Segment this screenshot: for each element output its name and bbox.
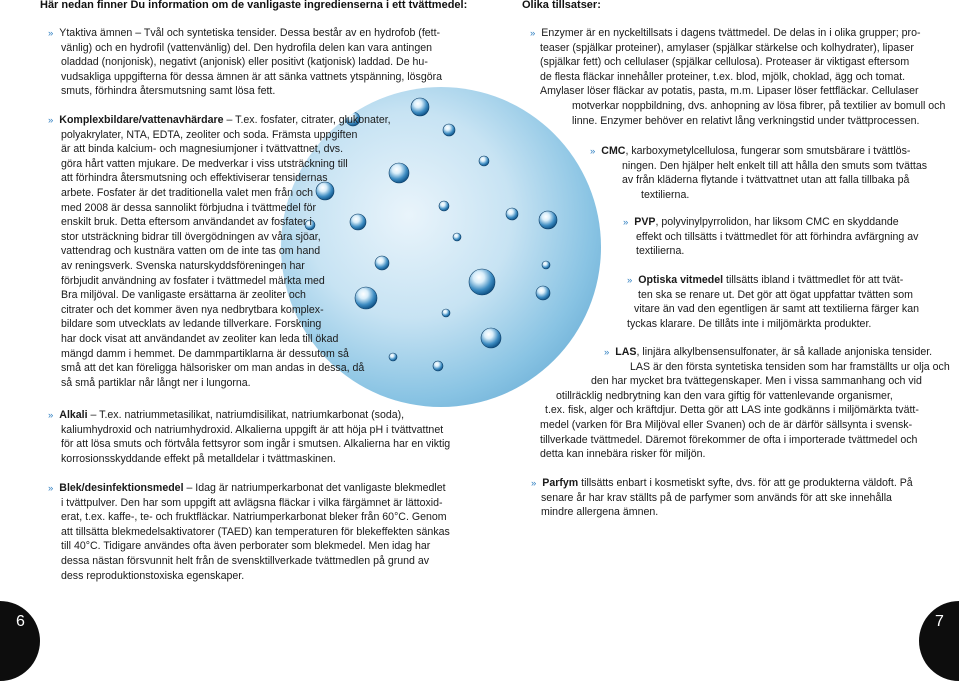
text-line <box>627 317 871 332</box>
text-line <box>61 423 443 438</box>
text-line <box>61 157 348 172</box>
text-line <box>61 554 429 569</box>
text-line <box>622 159 927 174</box>
term-label: Optiska vitmedel <box>638 274 724 286</box>
line-text: de flesta fläckar innehåller proteiner, t.ex. blod, mjölk, choklad, ägg och tomat. <box>540 70 906 83</box>
line-text: bildare som utvecklats av ledande tillverkare. Forskning <box>61 318 322 331</box>
text-line <box>604 345 932 361</box>
text-line <box>630 360 950 375</box>
text-line <box>540 55 909 70</box>
line-text: vattendrag och kustnära vatten om de inte tas om hand <box>61 245 321 258</box>
text-line <box>61 361 364 376</box>
line-text: arbete. Fosfater är det traditionella valet men från och <box>61 187 314 199</box>
bullet-icon: » <box>627 275 633 286</box>
line-text: är att binda kalcium- och magnesiumjoner i tvättvattnet, dvs. <box>61 143 344 156</box>
line-text: mindre allergena ämnen. <box>541 506 659 519</box>
line-text: tillsätts ibland i tvättmedlet för att tvät- <box>723 274 904 286</box>
line-text: citrater och det kommer även nya nedbrytbara komplex- <box>61 303 324 316</box>
text-line <box>48 26 440 42</box>
header-right: Olika tillsatser: <box>522 0 601 11</box>
text-line <box>636 230 918 245</box>
text-line <box>61 84 275 99</box>
term-label: Blek/desinfektionsmedel <box>59 482 184 494</box>
text-line <box>540 447 705 462</box>
line-text: av från kläderna flytande i tvättvattnet utan att falla tillbaka på <box>622 174 910 187</box>
text-line <box>61 201 316 216</box>
line-text: ten ska se renare ut. Det gör att ögat uppfattar tvätten som <box>638 288 914 301</box>
text-line <box>531 476 913 492</box>
text-line <box>61 259 305 274</box>
page-number-right <box>919 601 959 681</box>
term-label: Komplexbildare/vattenavhärdare <box>59 114 224 126</box>
line-text: så små partiklar når långt ner i lungorna. <box>61 376 251 389</box>
text-line <box>540 70 905 85</box>
line-text: till 40°C. Tidigare användes ofta även perborater som blekmedel. Men idag har <box>61 540 431 553</box>
bullet-icon: » <box>623 217 629 228</box>
text-line <box>530 26 921 42</box>
line-text: textilierna. <box>641 188 690 201</box>
text-line <box>61 230 321 245</box>
line-text: vudsakliga uppgifterna för dessa ämnen är att sänka vattnets ytspänning, lösgöra <box>61 70 443 83</box>
term-label: CMC <box>601 145 626 157</box>
line-text: linne. Enzymer behöver en relativt lång verkningstid under tvättprocessen. <box>572 114 920 127</box>
text-line <box>61 347 349 362</box>
line-text: Ytaktiva ämnen – Tvål och syntetiska tensider. Dessa består av en hydrofob (fett- <box>59 27 441 39</box>
line-text: att förhindra återsmutsning och effektiviserar tensidernas <box>61 172 328 185</box>
text-line <box>61 539 430 554</box>
text-line <box>61 332 338 347</box>
line-text: tillsätts enbart i kosmetiskt syfte, dvs. för att ge produkterna väldoft. På <box>578 477 913 489</box>
text-line <box>61 569 244 584</box>
line-text: – Idag är natriumperkarbonat det vanligaste blekmedlet <box>183 482 446 494</box>
text-line <box>61 525 450 540</box>
line-text: dess reproduktionstoxiska egenskaper. <box>61 569 245 582</box>
line-text: för att lösa smuts och förtvåla fettsyror som ingår i smutsen. Alkalierna har en viktig <box>61 438 451 451</box>
text-line <box>641 188 689 203</box>
text-line <box>636 244 684 259</box>
text-line <box>61 288 306 303</box>
text-line <box>48 408 404 424</box>
line-text: senare år har krav ställts på de parfymer som används för att ske innehålla <box>541 491 892 504</box>
bullet-icon: » <box>530 28 536 39</box>
bullet-icon: » <box>48 410 54 421</box>
line-text: textilierna. <box>636 245 685 258</box>
line-text: , linjära alkylbensensulfonater, är så kallade anjoniska tensider. <box>636 346 933 358</box>
header-left: Här nedan finner Du information om de vanligaste ingredienserna i ett tvättmedel: <box>40 0 468 11</box>
page-number-right-text: 7 <box>935 613 944 630</box>
line-text: dessa nästan försvunnit helt från de svensktillverkade tvättmedlen på grund av <box>61 555 430 567</box>
line-text: att tillsätta blekmedelsaktivatorer (TAED) kan temperaturen för blekeffekten sänkas <box>61 525 450 538</box>
line-text: vänlig) och en hydrofil (vattenvänlig) del. Den hydrofila delen kan vara antingen <box>61 41 433 54</box>
line-text: effekt och tillsätts i tvättmedlet för att förhindra avfärgning av <box>636 230 919 243</box>
line-text: har dock visat att användandet av zeoliter kan leda till ökad <box>61 333 339 345</box>
text-line <box>48 481 446 497</box>
text-line <box>61 274 325 289</box>
line-text: tyckas klarare. De tillåts inte i miljömärkta produkter. <box>627 317 872 330</box>
line-text: , karboxymetylcellulosa, fungerar som smutsbärare i tvättlös- <box>625 145 911 157</box>
line-text: små att det kan föreligga hälsorisker om man andas in dessa, då <box>61 362 365 375</box>
line-text: teaser (spjälkar proteiner), amylaser (spjälkar stärkelse och kolhydrater), lipaser <box>540 41 914 54</box>
text-line <box>61 128 357 143</box>
text-line <box>61 496 443 511</box>
line-text: tillverkade tvättmedel. Däremot förekommer de ofta i importerade tvättmedel och <box>540 433 918 446</box>
text-line <box>48 113 391 129</box>
line-text: detta kan innebära risker för miljön. <box>540 448 706 461</box>
bullet-icon: » <box>590 146 596 157</box>
text-line <box>545 403 919 418</box>
text-line <box>61 186 313 201</box>
term-label: PVP <box>634 216 656 228</box>
text-line <box>540 41 914 56</box>
page-number-left-text: 6 <box>16 613 25 630</box>
line-text: i tvättpulver. Den har som uppgift att avlägsna fläckar i vilka färgämnet är lättoxid- <box>61 496 443 509</box>
text-line <box>61 70 442 85</box>
line-text: ningen. Den hjälper helt enkelt till att hålla den smuts som tvättas <box>622 159 928 172</box>
term-label: Alkali <box>59 409 88 421</box>
text-line <box>61 510 447 525</box>
line-text: (spjälkar fett) och cellulaser (spjälkar cellulosa). Proteaser är viktigast eftersom <box>540 56 910 69</box>
line-text: – T.ex. natriummetasilikat, natriumdisilikat, natriumkarbonat (soda), <box>87 409 405 421</box>
text-line <box>61 303 324 318</box>
text-line <box>590 144 910 160</box>
text-line <box>541 491 892 506</box>
bullet-icon: » <box>48 115 54 126</box>
term-label: Parfym <box>542 477 579 489</box>
line-text: medel (varken för Bra Miljöval eller Svanen) och de är därför sällsynta i svensk- <box>540 419 913 431</box>
line-text: motverkar noppbildning, dvs. anhopning av lösa fibrer, på textilier av bomull och <box>572 100 946 112</box>
line-text: otillräcklig nedbrytning kan den vara giftig för vattenlevande organismer, <box>556 389 893 402</box>
line-text: den har mycket bra tvättegenskaper. Men i vissa sammanhang och vid <box>591 375 922 388</box>
line-text: t.ex. fisk, alger och kräftdjur. Detta gör att LAS inte godkänns i miljömärkta tvätt- <box>545 404 919 417</box>
text-line <box>556 389 893 404</box>
text-line <box>623 215 899 231</box>
text-line <box>61 171 328 186</box>
line-text: korrosionsskyddande effekt på metalldelar i tvättmaskinen. <box>61 452 336 465</box>
line-text: Enzymer är en nyckeltillsats i dagens tvättmedel. De delas in i olika grupper; pro- <box>541 27 921 39</box>
line-text: mängd damm i hemmet. De dammpartiklarna är dessutom så <box>61 347 349 360</box>
page-number-left <box>0 601 40 681</box>
text-line <box>540 418 912 433</box>
text-line <box>540 433 917 448</box>
term-label: LAS <box>615 346 637 358</box>
line-text: oladdad (nonjonisk), negativt (anjonisk) eller positivt (katjonisk) laddad. De hu- <box>61 56 428 69</box>
line-text: enskilt bruk. Detta eftersom användandet av fosfater i <box>61 216 312 229</box>
line-text: med 2008 är dessa sannolikt förbjudna i tvättmedel för <box>61 201 316 214</box>
text-line <box>61 317 321 332</box>
line-text: förbjudit användning av fosfater i tvättmedel märkta med <box>61 274 325 287</box>
text-line <box>61 41 432 56</box>
text-line <box>634 302 919 317</box>
bullet-icon: » <box>604 347 610 358</box>
line-text: LAS är den första syntetiska tensiden som har framställts ur olja och <box>630 360 950 373</box>
line-text: Amylaser löser fläckar av potatis, pasta, m.m. Lipaser löser fettfläckar. Cellulaser <box>540 85 919 98</box>
line-text: erat, t.ex. kaffe-, te- och fruktfläckar. Natriumperkarbonat bleker från 60°C. Genom <box>61 511 447 524</box>
line-text: Bra miljöval. De vanligaste ersättarna är zeoliter och <box>61 289 306 302</box>
line-text: stor utsträckning bidrar till övergödningen av våra sjöar, <box>61 230 321 243</box>
text-line <box>627 273 903 289</box>
text-line <box>61 55 428 70</box>
text-line <box>591 374 922 389</box>
text-line <box>540 84 919 99</box>
bullet-icon: » <box>531 478 537 489</box>
text-line <box>61 244 320 259</box>
text-line <box>622 173 909 188</box>
line-text: – T.ex. fosfater, citrater, glukonater, <box>223 114 391 126</box>
text-line <box>61 376 251 391</box>
text-line <box>638 288 913 303</box>
text-line <box>61 452 336 467</box>
text-line <box>541 505 658 520</box>
line-text: polyakrylater, NTA, EDTA, zeoliter och soda. Främsta uppgiften <box>61 128 358 141</box>
text-line <box>61 142 343 157</box>
line-text: , polyvinylpyrrolidon, har liksom CMC en skyddande <box>655 216 899 228</box>
bullet-icon: » <box>48 28 54 39</box>
line-text: kaliumhydroxid och natriumhydroxid. Alkalierna uppgift är att höja pH i tvättvattnet <box>61 423 444 436</box>
text-line <box>572 99 945 114</box>
text-line <box>61 437 450 452</box>
line-text: vitare än vad den egentligen är samt att textilierna färger kan <box>634 303 920 316</box>
line-text: av reningsverk. Svenska naturskyddsföreningen har <box>61 260 305 272</box>
line-text: göra hårt vatten mjukare. De medverkar i viss utsträckning till <box>61 157 348 170</box>
text-line <box>61 215 312 230</box>
line-text: smuts, förhindra återsmutsning samt lösa fett. <box>61 85 276 98</box>
text-line <box>572 114 919 129</box>
bullet-icon: » <box>48 483 54 494</box>
